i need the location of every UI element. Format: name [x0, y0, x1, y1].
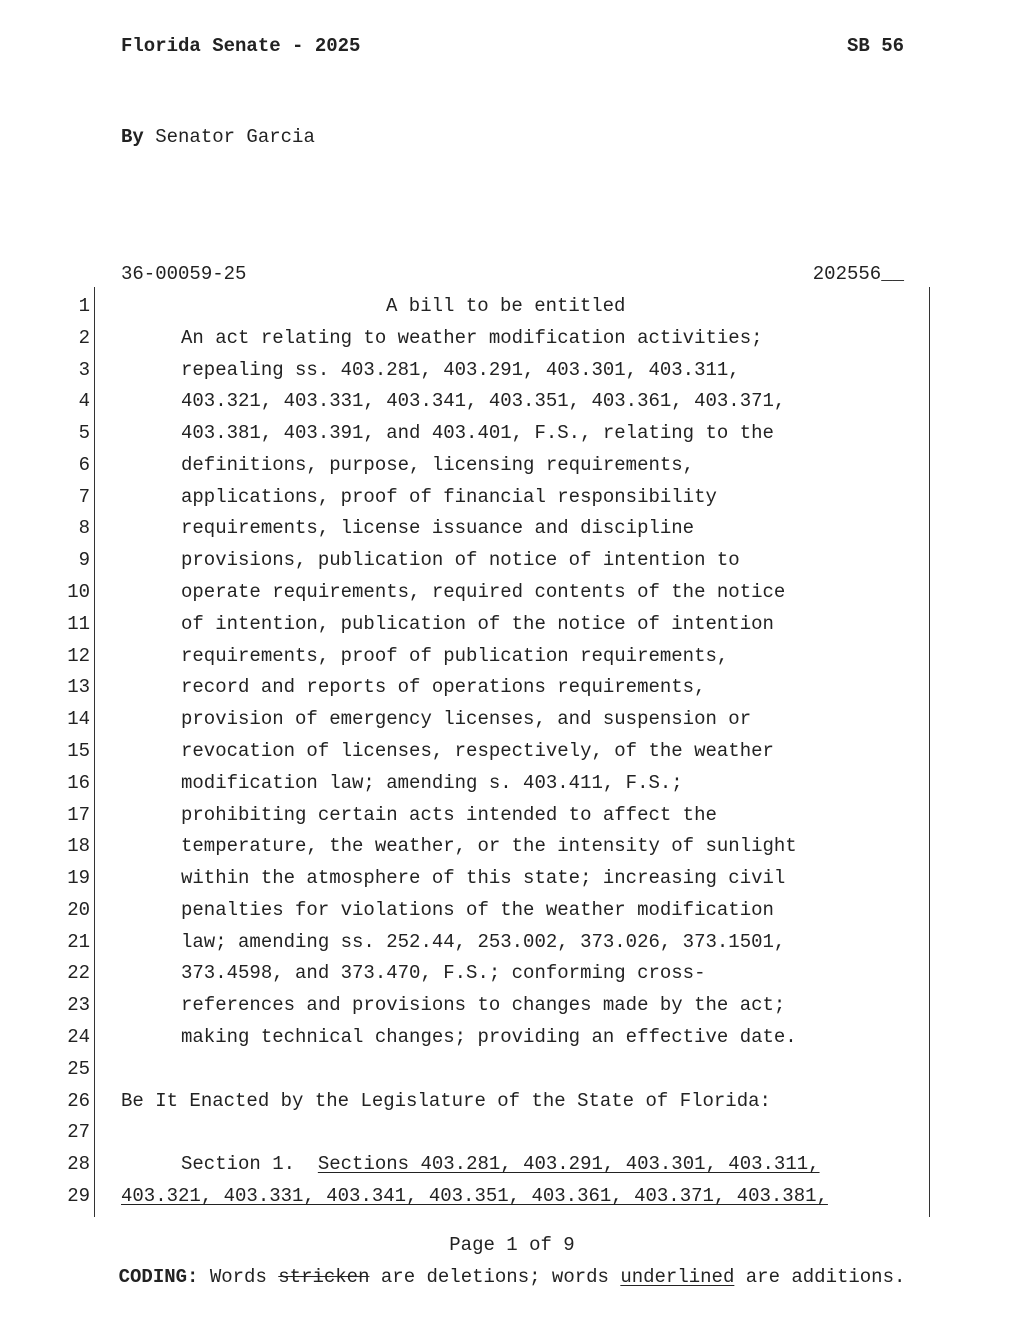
line-number: 8 — [78, 517, 90, 539]
line-number: 11 — [67, 613, 90, 635]
line-number: 9 — [78, 549, 90, 571]
underlined-addition: Sections 403.281, 403.291, 403.301, 403.311, — [317, 1153, 820, 1175]
right-margin-rule — [929, 287, 930, 1217]
bill-text-line: within the atmosphere of this state; increasing civil — [181, 867, 786, 889]
line-number: 23 — [67, 994, 90, 1016]
bill-text-line: prohibiting certain acts intended to affect the — [181, 804, 717, 826]
line-number: 6 — [78, 454, 90, 476]
line-number: 28 — [67, 1153, 90, 1175]
bill-text-line: of intention, publication of the notice of intention — [181, 613, 774, 635]
line-number: 10 — [67, 581, 90, 603]
bill-text-line: record and reports of operations requirements, — [181, 676, 706, 698]
coding-text: are deletions; words — [369, 1266, 621, 1288]
bill-text-line: An act relating to weather modification activities; — [181, 327, 763, 349]
line-number: 20 — [67, 899, 90, 921]
page-number: Page 1 of 9 — [449, 1234, 575, 1256]
bill-text-line: 403.381, 403.391, and 403.401, F.S., relating to the — [181, 422, 774, 444]
line-number: 2 — [78, 327, 90, 349]
bill-text-line: revocation of licenses, respectively, of the weather — [181, 740, 774, 762]
sponsor-line — [121, 128, 315, 147]
line-number: 14 — [67, 708, 90, 730]
line-number: 17 — [67, 804, 90, 826]
bill-text-line: provisions, publication of notice of intention to — [181, 549, 740, 571]
line-number: 16 — [67, 772, 90, 794]
bill-text-line: applications, proof of financial responsibility — [181, 486, 717, 508]
bill-text-line: operate requirements, required contents of the notice — [181, 581, 786, 603]
sponsor-prefix: By — [121, 126, 144, 148]
bill-title-line: A bill to be entitled — [386, 295, 626, 317]
bill-version: 202556__ — [812, 263, 904, 285]
line-number: 24 — [67, 1026, 90, 1048]
bill-text-line: definitions, purpose, licensing requirements, — [181, 454, 695, 476]
line-number: 21 — [67, 931, 90, 953]
section-label: Section 1. — [181, 1153, 296, 1175]
bill-text-line: temperature, the weather, or the intensity of sunlight — [181, 835, 797, 857]
bill-text-line: law; amending ss. 252.44, 253.002, 373.026, 373.1501, — [181, 931, 786, 953]
coding-legend — [0, 1268, 1024, 1287]
document-header-chamber: Florida Senate - 2025 — [121, 35, 361, 57]
line-number: 25 — [67, 1058, 90, 1080]
underlined-addition: 403.321, 403.331, 403.341, 403.351, 403.361, 403.371, 403.381, — [121, 1185, 828, 1207]
section-line — [181, 1155, 820, 1174]
line-number: 27 — [67, 1121, 90, 1143]
line-number: 13 — [67, 676, 90, 698]
line-number: 19 — [67, 867, 90, 889]
bill-text-line: 403.321, 403.331, 403.341, 403.351, 403.361, 403.371, — [181, 390, 786, 412]
line-number: 4 — [78, 390, 90, 412]
bill-text-line: references and provisions to changes made by the act; — [181, 994, 786, 1016]
bill-code: 36-00059-25 — [121, 263, 247, 285]
sponsor-name: Senator Garcia — [155, 126, 315, 148]
bill-text-line: provision of emergency licenses, and suspension or — [181, 708, 752, 730]
document-header-bill-number: SB 56 — [846, 35, 904, 57]
line-number: 12 — [67, 645, 90, 667]
line-number: 22 — [67, 962, 90, 984]
underlined-example: underlined — [620, 1266, 735, 1288]
bill-text-line: requirements, license issuance and discipline — [181, 517, 695, 539]
bill-text-line: making technical changes; providing an effective date. — [181, 1026, 797, 1048]
left-margin-rule — [94, 287, 95, 1217]
bill-text-line: repealing ss. 403.281, 403.291, 403.301, 403.311, — [181, 359, 740, 381]
enacting-clause: Be It Enacted by the Legislature of the State of Florida: — [121, 1090, 771, 1112]
line-number: 5 — [78, 422, 90, 444]
bill-text-line: requirements, proof of publication requirements, — [181, 645, 729, 667]
line-number: 1 — [78, 295, 90, 317]
bill-text-line: 373.4598, and 373.470, F.S.; conforming cross- — [181, 962, 706, 984]
coding-text: Words — [198, 1266, 279, 1288]
line-number: 15 — [67, 740, 90, 762]
line-number: 3 — [78, 359, 90, 381]
line-number: 18 — [67, 835, 90, 857]
coding-text: are additions. — [734, 1266, 906, 1288]
stricken-example: stricken — [278, 1266, 370, 1288]
line-number: 7 — [78, 486, 90, 508]
line-number: 29 — [67, 1185, 90, 1207]
bill-text-line: modification law; amending s. 403.411, F.S.; — [181, 772, 683, 794]
line-number: 26 — [67, 1090, 90, 1112]
section-line — [121, 1187, 828, 1206]
coding-label: CODING: — [118, 1266, 199, 1288]
bill-text-line: penalties for violations of the weather modification — [181, 899, 774, 921]
